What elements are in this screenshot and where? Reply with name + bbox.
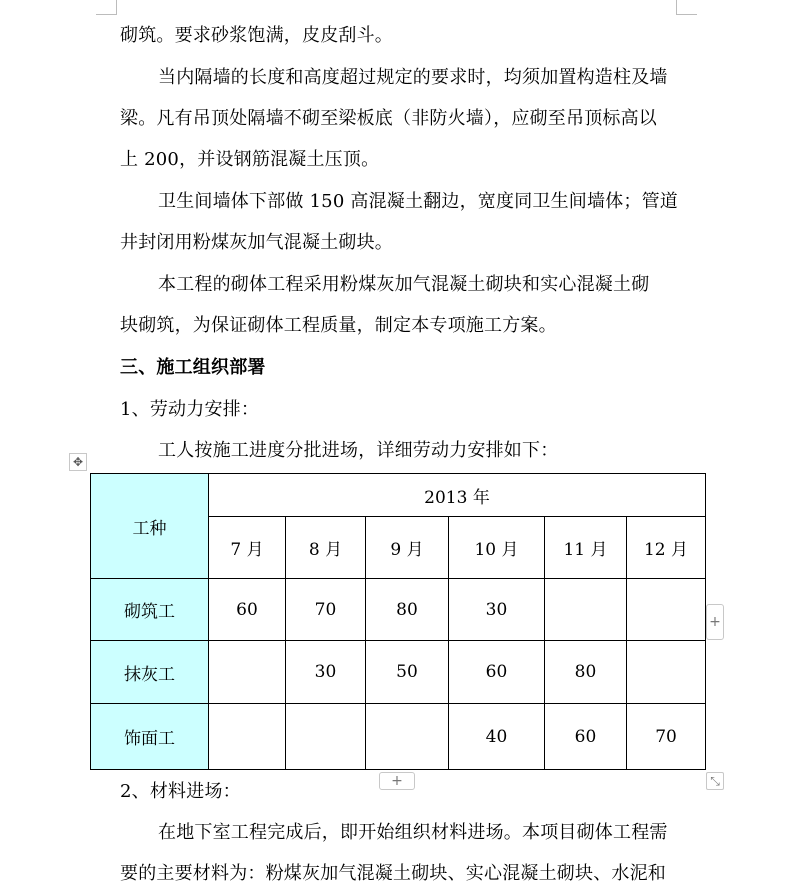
month-header-cell[interactable]: 10 月 [449,517,545,579]
month-header-cell[interactable]: 12 月 [627,517,706,579]
trade-header-cell[interactable]: 工种 [91,474,209,579]
value-cell[interactable] [545,579,627,641]
paragraph-line: 砌筑。要求砂浆饱满，皮皮刮斗。 [120,25,393,46]
value-cell[interactable] [366,704,449,770]
table-row [91,641,706,704]
value-cell[interactable] [627,641,706,704]
value-cell[interactable]: 60 [209,579,286,641]
move-arrows-icon[interactable]: ✥ [69,453,87,471]
trade-cell[interactable]: 抹灰工 [91,641,209,704]
month-header-cell[interactable]: 8 月 [286,517,366,579]
paragraph-line: 当内隔墙的长度和高度超过规定的要求时，均须加置构造柱及墙 [158,67,668,88]
table-row [91,579,706,641]
resize-diagonal-icon[interactable]: ⤡ [706,772,724,790]
value-cell[interactable] [627,579,706,641]
add-column-plus-icon[interactable]: + [706,604,724,640]
section-heading: 三、施工组织部署 [120,357,266,378]
page-corner-mark-right [676,0,697,15]
paragraph-line: 要的主要材料为：粉煤灰加气混凝土砌块、实心混凝土砌块、水泥和 [120,863,666,884]
value-cell[interactable] [286,704,366,770]
month-header-cell[interactable]: 7 月 [209,517,286,579]
sub-heading-labor: 1、劳动力安排： [120,399,260,420]
labor-table [90,473,706,770]
value-cell[interactable]: 80 [366,579,449,641]
value-cell[interactable]: 70 [627,704,706,770]
value-cell[interactable]: 70 [286,579,366,641]
value-cell[interactable]: 60 [449,641,545,704]
paragraph-line: 本工程的砌体工程采用粉煤灰加气混凝土砌块和实心混凝土砌 [158,274,650,295]
paragraph-line: 在地下室工程完成后，即开始组织材料进场。本项目砌体工程需 [158,822,668,843]
add-row-plus-icon[interactable]: + [379,772,415,790]
paragraph-line: 卫生间墙体下部做 150 高混凝土翻边，宽度同卫生间墙体；管道 [158,191,678,212]
trade-cell[interactable]: 砌筑工 [91,579,209,641]
labor-intro: 工人按施工进度分批进场，详细劳动力安排如下： [158,440,559,461]
value-cell[interactable]: 40 [449,704,545,770]
month-header-cell[interactable]: 11 月 [545,517,627,579]
paragraph-line: 上 200，并设钢筋混凝土压顶。 [120,149,380,170]
paragraph-line: 梁。凡有吊顶处隔墙不砌至梁板底（非防火墙），应砌至吊顶标高以 [120,108,657,129]
value-cell[interactable]: 30 [286,641,366,704]
value-cell[interactable]: 80 [545,641,627,704]
value-cell[interactable] [209,704,286,770]
paragraph-line: 块砌筑，为保证砌体工程质量，制定本专项施工方案。 [120,315,557,336]
value-cell[interactable]: 50 [366,641,449,704]
sub-heading-material: 2、材料进场： [120,781,241,802]
year-header-cell[interactable]: 2013 年 [209,474,706,517]
trade-cell[interactable]: 饰面工 [91,704,209,770]
value-cell[interactable]: 30 [449,579,545,641]
value-cell[interactable] [209,641,286,704]
value-cell[interactable]: 60 [545,704,627,770]
paragraph-line: 井封闭用粉煤灰加气混凝土砌块。 [120,232,393,253]
table-row [91,704,706,770]
month-header-cell[interactable]: 9 月 [366,517,449,579]
page-corner-mark-left [96,0,117,15]
